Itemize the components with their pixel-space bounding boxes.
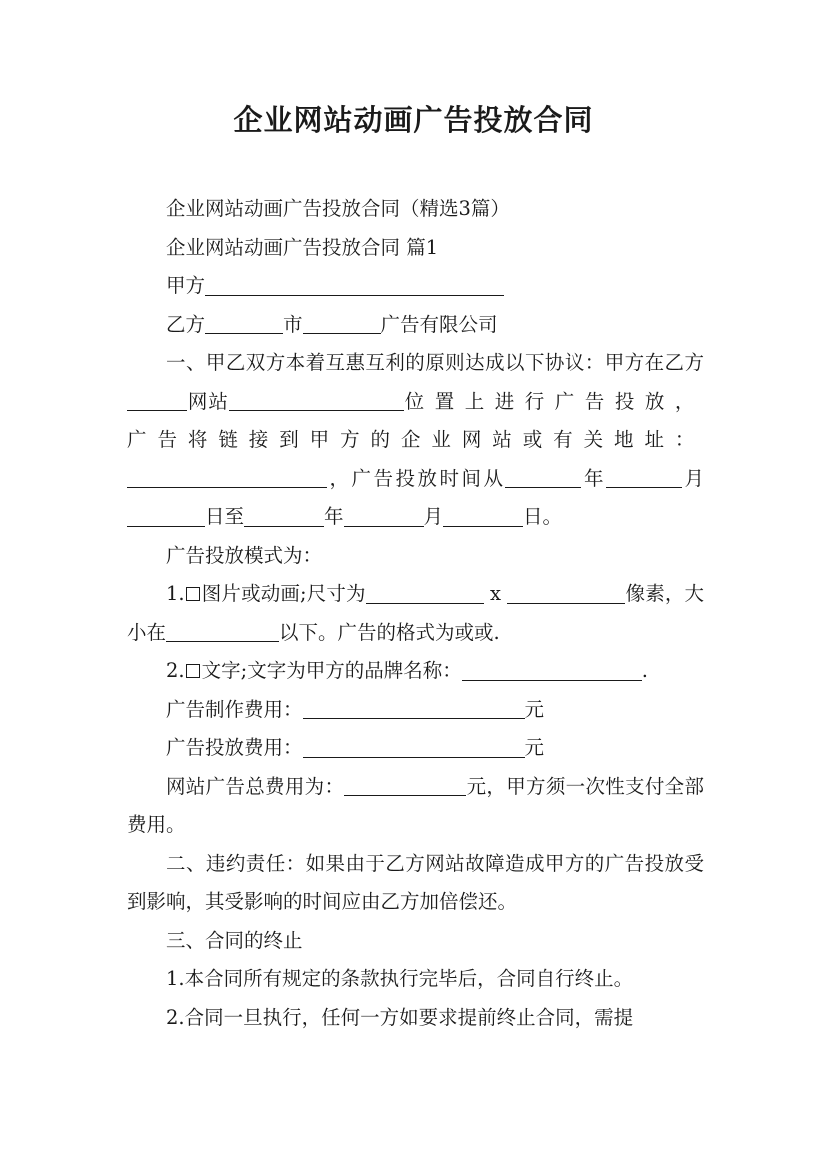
- start-month-label: 月: [681, 466, 704, 490]
- mode-1-text2: 像素，大小在: [127, 582, 704, 644]
- day-end-label: 日。: [523, 505, 563, 528]
- mode-2-text2: .: [641, 659, 648, 682]
- production-fee-blank: [303, 698, 525, 719]
- document-title: 企业网站动画广告投放合同: [233, 103, 594, 137]
- mode-2-text1: 文字;文字为甲方的品牌名称：: [201, 659, 462, 682]
- subtitle: 企业网站动画广告投放合同（精选3篇）: [166, 197, 510, 220]
- section-heading: 企业网站动画广告投放合同 篇1: [166, 235, 439, 259]
- city-blank: [205, 313, 283, 334]
- start-year-label: 年: [581, 466, 606, 490]
- placement-fee-unit: 元: [524, 736, 545, 759]
- position-blank: [229, 390, 404, 411]
- clause-1-part3: 位置上进行广告投放，广告将链接到甲方的企业网站或有关地址：: [127, 389, 704, 451]
- clause-1-part2: 网站: [187, 389, 229, 413]
- total-fee-blank: [344, 775, 466, 796]
- mode-1: [127, 575, 704, 652]
- production-fee-line: [127, 691, 704, 730]
- start-month-blank: [606, 467, 682, 488]
- end-year-blank: [244, 505, 324, 526]
- mode-2: [127, 652, 704, 691]
- party-a-label: 甲方: [166, 274, 206, 297]
- city-suffix: 市: [283, 312, 303, 336]
- brand-name-blank: [462, 659, 642, 680]
- site-blank: [127, 390, 187, 411]
- times-sign: x: [490, 582, 502, 605]
- production-fee-unit: 元: [524, 697, 545, 721]
- termination-heading: 三、合同的终止: [166, 928, 303, 952]
- company-blank: [303, 313, 381, 334]
- mode-2-checkbox[interactable]: [186, 664, 200, 678]
- placement-fee-line: [127, 729, 704, 768]
- party-a-blank: [205, 274, 504, 295]
- party-b-line: [127, 306, 704, 345]
- width-blank: [366, 582, 484, 603]
- end-month-label: 月: [423, 505, 444, 528]
- height-blank: [507, 582, 625, 603]
- breach-clause: 二、违约责任：如果由于乙方网站故障造成甲方的广告投放受到影响，其受影响的时间应由乙方加倍偿还。: [127, 851, 704, 913]
- end-day-blank: [443, 505, 523, 526]
- mode-1-checkbox[interactable]: [186, 587, 200, 601]
- total-fee-line: [127, 768, 704, 845]
- clause-1-part4: ，广告投放时间从: [327, 466, 506, 490]
- party-a-line: [127, 267, 704, 306]
- start-day-blank: [127, 505, 205, 526]
- total-fee-text: 元，甲方须一次性支付全部费用。: [127, 774, 704, 836]
- termination-item-1: 1.本合同所有规定的条款执行完毕后，合同自行终止。: [166, 967, 634, 990]
- mode-1-prefix: 1.: [166, 582, 185, 605]
- mode-label: 广告投放模式为：: [166, 543, 323, 567]
- total-fee-label: 网站广告总费用为：: [166, 774, 345, 798]
- start-year-blank: [505, 467, 581, 488]
- size-blank: [166, 621, 279, 642]
- mode-2-prefix: 2.: [166, 659, 185, 682]
- party-b-label: 乙方: [166, 312, 206, 336]
- placement-fee-blank: [303, 736, 525, 757]
- end-year-label: 年: [324, 505, 344, 528]
- day-to-label: 日至: [205, 505, 245, 528]
- production-fee-label: 广告制作费用：: [166, 697, 303, 721]
- clause-1-part1: 一、甲乙双方本着互惠互利的原则达成以下协议：甲方在乙方: [166, 351, 704, 374]
- mode-1-text3: 以下。广告的格式为或或.: [279, 620, 500, 644]
- termination-item-2: 2.合同一旦执行，任何一方如要求提前终止合同，需提: [166, 1005, 634, 1029]
- end-month-blank: [344, 505, 424, 526]
- document-body: [127, 190, 704, 1037]
- placement-fee-label: 广告投放费用：: [166, 736, 303, 759]
- company-suffix: 广告有限公司: [380, 312, 498, 336]
- clause-1: [127, 344, 704, 537]
- mode-1-text1: 图片或动画;尺寸为: [201, 582, 366, 605]
- address-blank: [127, 467, 327, 488]
